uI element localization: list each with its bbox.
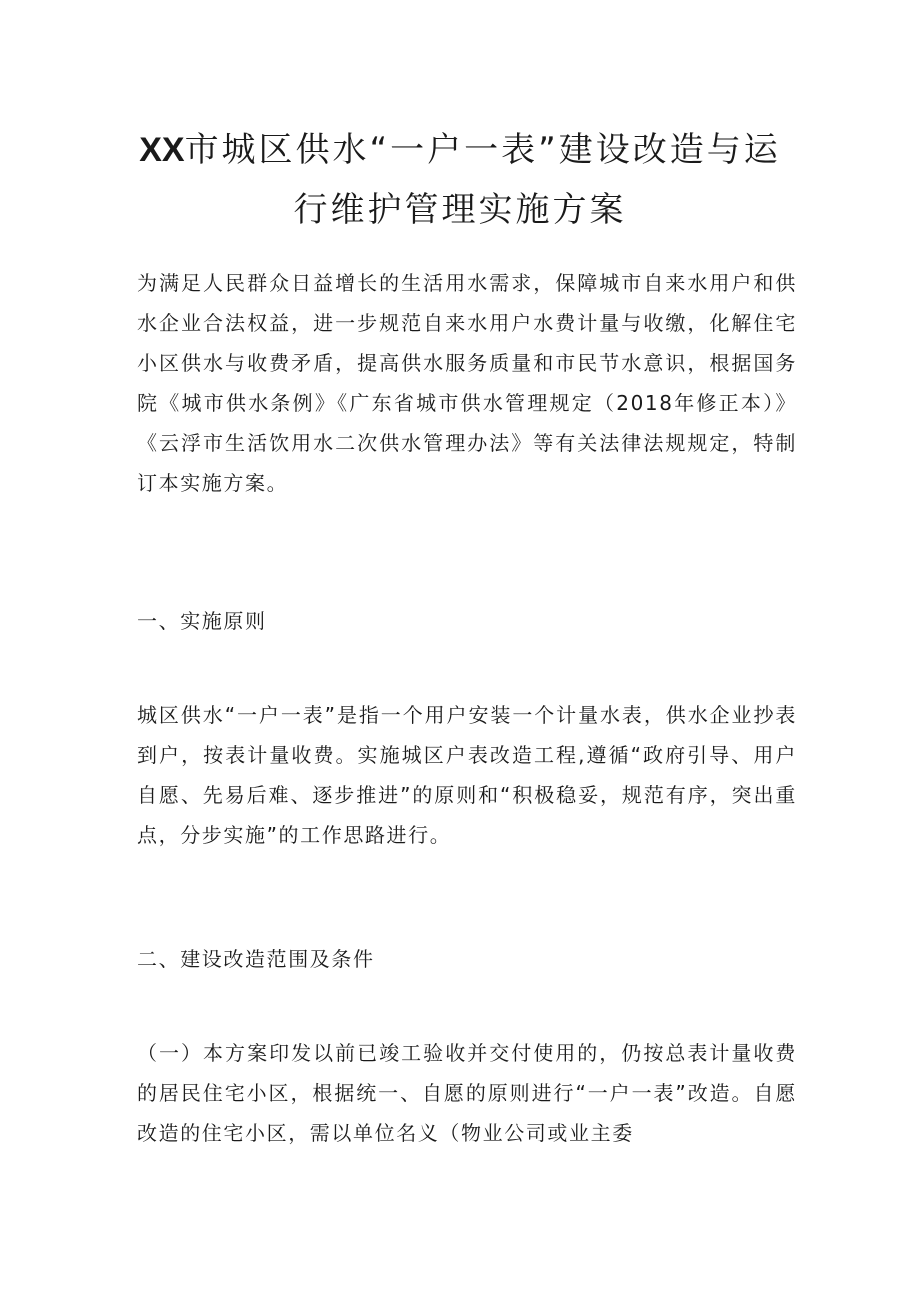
title-line-1-text: 市城区供水“一户一表”建设改造与运 [184,130,781,170]
section-1-heading: 一、实施原则 [137,609,267,633]
section-2-item-1-paragraph: （一）本方案印发以前已竣工验收并交付使用的，仍按总表计量收费的居民住宅小区，根据统一、自愿的原则进行“一户一表”改造。自愿改造的住宅小区，需以单位名义（物业公司或业主委 [137,1041,797,1145]
document-title-line-1 [110,120,810,180]
title-prefix: XX [139,131,185,169]
document-title-line-2: 行维护管理实施方案 [293,190,627,230]
section-2-heading: 二、建设改造范围及条件 [137,947,375,971]
section-1-paragraph: 城区供水“一户一表”是指一个用户安装一个计量水表，供水企业抄表到户，按表计量收费。实施城区户表改造工程,遵循“政府引导、用户自愿、先易后难、逐步推进”的原则和“积极稳妥，规范有序，突出重点，分步实施”的工作思路进行。 [137,703,797,847]
intro-paragraph: 为满足人民群众日益增长的生活用水需求，保障城市自来水用户和供水企业合法权益，进一步规范自来水用户水费计量与收缴，化解住宅小区供水与收费矛盾，提高供水服务质量和市民节水意识，根据国务院《城市供水条例》《广东省城市供水管理规定（2018年修正本）》《云浮市生活饮用水二次供水管理办法》等有关法律法规规定，特制订本实施方案。 [137,271,797,495]
